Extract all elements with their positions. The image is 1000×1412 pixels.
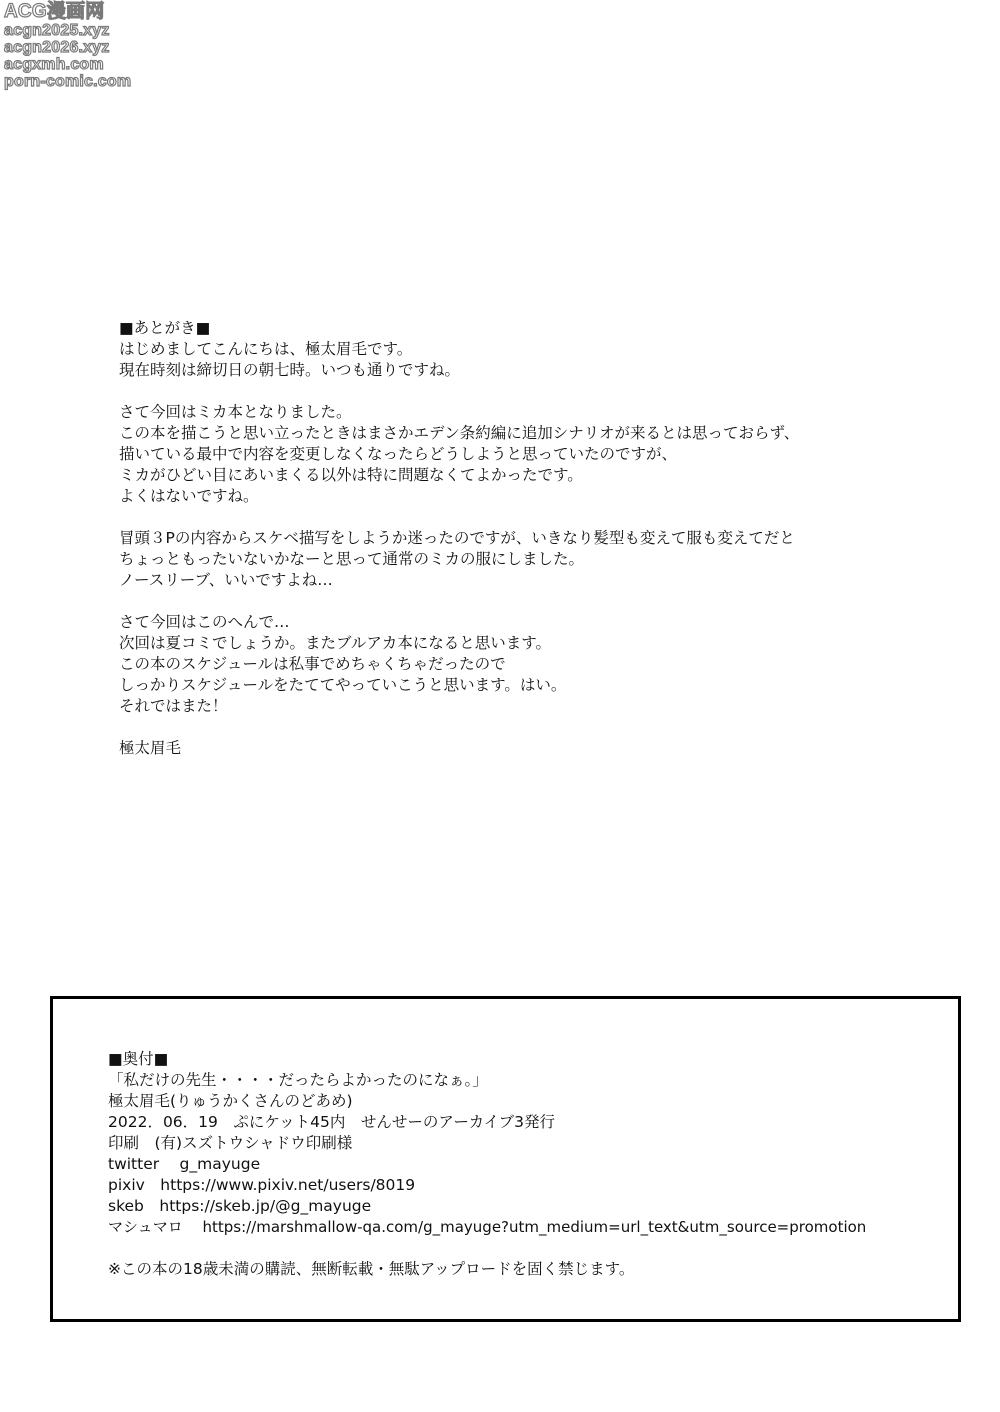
afterword-line: はじめましてこんにちは、極太眉毛です。 <box>119 340 413 358</box>
colophon-title: 「私だけの先生・・・・だったらよかったのになぁ。」 <box>108 1071 488 1089</box>
afterword-line: よくはないですね。 <box>119 487 259 505</box>
afterword-blank <box>119 717 919 738</box>
colophon-author: 極太眉毛(りゅうかくさんのどあめ) <box>108 1092 353 1110</box>
colophon-date-event: 2022．06．19 ぷにケット45内 せんせーのアーカイブ3発行 <box>108 1113 555 1131</box>
afterword-blank <box>119 381 919 402</box>
colophon-printer: 印刷 (有)スズトウシャドウ印刷様 <box>108 1134 353 1152</box>
afterword-line: ノースリーブ、いいですよね… <box>119 571 333 589</box>
afterword-line: 現在時刻は締切日の朝七時。いつも通りですね。 <box>119 361 461 379</box>
colophon-section <box>108 1049 948 1280</box>
afterword-line: さて今回はこのへんで… <box>119 613 290 631</box>
afterword-line: ミカがひどい目にあいまくる以外は特に問題なくてよかったです。 <box>119 466 583 484</box>
afterword-line: 描いている最中で内容を変更しなくなったらどうしようと思っていたのですが、 <box>119 445 678 463</box>
afterword-blank <box>119 507 919 528</box>
colophon-pixiv: pixiv https://www.pixiv.net/users/8019 <box>108 1176 416 1194</box>
afterword-line: さて今回はミカ本となりました。 <box>119 403 352 421</box>
colophon-marshmallow: マシュマロ https://marshmallow-qa.com/g_mayuge?utm_medium=url_text&utm_source=promotion <box>108 1218 867 1236</box>
colophon-blank <box>108 1238 948 1259</box>
watermark-line: acgn2026.xyz <box>4 39 110 56</box>
afterword-line: それではまた！ <box>119 697 228 715</box>
watermark-line: acgn2025.xyz <box>4 22 110 39</box>
afterword-signature: 極太眉毛 <box>119 739 182 757</box>
watermark-line: ACG漫画网 <box>4 1 105 22</box>
colophon-skeb: skeb https://skeb.jp/@g_mayuge <box>108 1197 372 1215</box>
watermark-line: porn-comic.com <box>4 73 132 90</box>
afterword-heading: ■あとがき■ <box>119 319 211 337</box>
watermark-line: acgxmh.com <box>4 56 104 73</box>
afterword-line: ちょっともったいないかなーと思って通常のミカの服にしました。 <box>119 550 585 568</box>
colophon-notice: ※この本の18歳未満の購読、無断転載・無駄アップロードを固く禁じます。 <box>108 1260 635 1278</box>
colophon-box <box>50 996 961 1322</box>
colophon-twitter: twitter g_mayuge <box>108 1155 261 1173</box>
afterword-line: 次回は夏コミでしょうか。またブルアカ本になると思います。 <box>119 634 551 652</box>
afterword-line: 冒頭３Pの内容からスケベ描写をしようか迷ったのですが、いきなり髪型も変えて服も変えてだと <box>119 529 795 547</box>
afterword-line: この本を描こうと思い立ったときはまさかエデン条約編に追加シナリオが来るとは思っておらず、 <box>119 424 800 442</box>
colophon-heading: ■奥付■ <box>108 1050 169 1068</box>
afterword-section <box>119 318 919 759</box>
afterword-blank <box>119 591 919 612</box>
afterword-line: この本のスケジュールは私事でめちゃくちゃだったので <box>119 655 506 673</box>
watermark <box>4 2 154 90</box>
afterword-line: しっかりスケジュールをたててやっていこうと思います。はい。 <box>119 676 567 694</box>
